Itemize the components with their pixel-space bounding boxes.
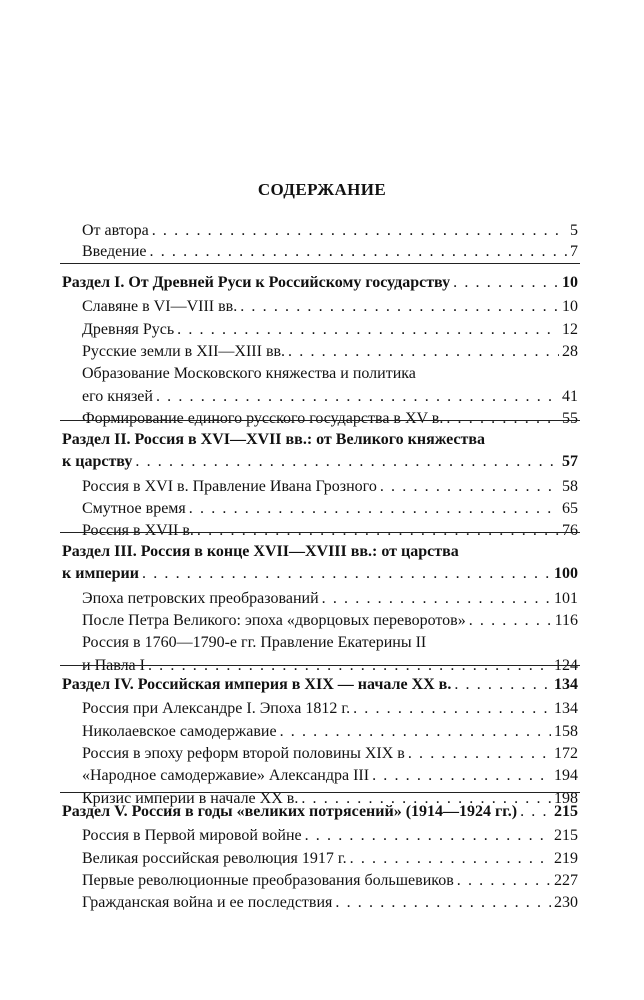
dot-leader: [408, 743, 551, 765]
toc-entry-label: Россия при Александре I. Эпоха 1812 г.: [82, 700, 351, 718]
dot-leader: [322, 588, 551, 610]
toc-entry-label: и Павла I: [82, 656, 145, 674]
page-number: 100: [554, 565, 578, 583]
section-divider: [60, 420, 580, 421]
toc-entry-label: Россия в эпоху реформ второй половины XIX в: [82, 744, 405, 762]
section-2-heading-label: к царству: [62, 453, 133, 471]
toc-entry[interactable]: [82, 476, 578, 498]
dot-leader: [240, 296, 559, 318]
page-number: 57: [562, 453, 578, 471]
page-number: 124: [554, 656, 578, 674]
toc-entry-introduction[interactable]: [82, 241, 578, 263]
toc-entry-label: Россия в 1760—1790-е гг. Правление Екатерины II: [82, 634, 427, 652]
toc-entry[interactable]: [82, 848, 578, 870]
page-number: 215: [554, 803, 578, 820]
toc-entry[interactable]: [82, 319, 578, 341]
toc-entry[interactable]: [82, 632, 578, 654]
toc-entry-from-author-label: От автора: [82, 222, 149, 239]
page-number: 219: [554, 849, 578, 867]
page-number: 134: [554, 676, 578, 693]
toc-entry[interactable]: [82, 408, 578, 430]
page-title: СОДЕРЖАНИЕ: [257, 180, 387, 199]
dot-leader: [152, 220, 567, 242]
page-number: 194: [554, 767, 578, 785]
dot-leader: [372, 765, 551, 787]
toc-entry-label: После Петра Великого: эпоха «дворцовых переворотов»: [82, 611, 466, 629]
toc-entry[interactable]: [82, 825, 578, 847]
toc-entry[interactable]: [82, 588, 578, 610]
page-number: 172: [554, 744, 578, 762]
toc-entry-label: Русские земли в XII—XIII вв.: [82, 342, 286, 360]
toc-entry[interactable]: [82, 765, 578, 787]
toc-entry[interactable]: [82, 610, 578, 632]
section-5-heading-label: Раздел V. Россия в годы «великих потрясений» (1914—1924 гг.): [62, 803, 518, 820]
toc-entry-label: Николаевское самодержавие: [82, 722, 277, 740]
toc-entry-label: его князей: [82, 387, 153, 405]
toc-entry-label: Гражданская война и ее последствия: [82, 894, 333, 912]
toc-entry-label: «Народное самодержавие» Александра III: [82, 767, 370, 785]
dot-leader: [280, 721, 551, 743]
page-number: 158: [554, 722, 578, 740]
dot-leader: [350, 848, 551, 870]
section-divider: [60, 263, 580, 264]
page-number: 55: [562, 409, 578, 427]
section-4-heading[interactable]: [62, 674, 578, 696]
section-2-heading-label: Раздел II. Россия в XVI—XVII вв.: от Великого княжества: [62, 431, 486, 448]
section-5-heading[interactable]: [62, 801, 578, 823]
toc-entry[interactable]: [82, 698, 578, 720]
toc-entry[interactable]: [82, 892, 578, 914]
section-3-heading-label: к империи: [62, 565, 139, 583]
dot-leader: [520, 801, 551, 823]
toc-entry-label: Образование Московского княжества и политика: [82, 365, 416, 383]
section-divider: [60, 532, 580, 533]
section-divider: [60, 792, 580, 793]
toc-entry-label: Россия в Первой мировой войне: [82, 827, 302, 845]
dot-leader: [469, 610, 552, 632]
page-number: 134: [554, 700, 578, 718]
section-3-heading-label: Раздел III. Россия в конце XVII—XVIII вв.: от царства: [62, 543, 459, 560]
dot-leader: [177, 319, 559, 341]
section-4-heading-label: Раздел IV. Российская империя в XIX — начале XX в.: [62, 676, 452, 693]
dot-leader: [305, 825, 551, 847]
toc-entry[interactable]: [82, 363, 578, 385]
page-number: 227: [554, 871, 578, 889]
section-3-heading[interactable]: [62, 563, 578, 585]
page-number: 76: [562, 522, 578, 540]
page-number: 5: [570, 222, 578, 239]
page-number: 101: [554, 589, 578, 607]
dot-leader: [288, 341, 559, 363]
toc-entry[interactable]: [82, 498, 578, 520]
section-divider: [60, 665, 580, 666]
toc-entry-from-author[interactable]: [82, 220, 578, 242]
section-1-heading[interactable]: [62, 272, 578, 294]
page-number: 58: [562, 477, 578, 495]
dot-leader: [156, 386, 559, 408]
page-number: 28: [562, 342, 578, 360]
toc-entry[interactable]: [82, 721, 578, 743]
toc-entry-label: Великая российская революция 1917 г.: [82, 849, 347, 867]
section-2-heading[interactable]: [62, 429, 578, 451]
dot-leader: [335, 892, 551, 914]
toc-entry[interactable]: [82, 743, 578, 765]
page-number: 198: [554, 789, 578, 807]
dot-leader: [380, 476, 559, 498]
section-2-heading[interactable]: [62, 451, 578, 473]
dot-leader: [142, 563, 551, 585]
toc-entry-label: Эпоха петровских преобразований: [82, 589, 319, 607]
page-number: 12: [562, 320, 578, 338]
dot-leader: [150, 241, 568, 263]
dot-leader: [453, 272, 559, 294]
dot-leader: [457, 870, 551, 892]
page-number: 10: [562, 274, 578, 291]
toc-entry[interactable]: [82, 341, 578, 363]
dot-leader: [189, 498, 559, 520]
toc-entry-label: Россия в XVI в. Правление Ивана Грозного: [82, 477, 377, 495]
page-number: 7: [570, 243, 578, 260]
dot-leader: [454, 674, 551, 696]
toc-entry-label: Смутное время: [82, 499, 186, 517]
section-1-heading-label: Раздел I. От Древней Руси к Российскому государству: [62, 274, 451, 291]
page-number: 215: [554, 827, 578, 845]
toc-entry[interactable]: [82, 870, 578, 892]
toc-entry-label: Кризис империи в начале XX в.: [82, 789, 299, 807]
toc-entry-label: Славяне в VI—VIII вв.: [82, 298, 238, 316]
page-number: 116: [554, 611, 578, 629]
page-number: 230: [554, 894, 578, 912]
dot-leader: [353, 698, 551, 720]
dot-leader: [135, 451, 559, 473]
toc-entry-label: Россия в XVII в.: [82, 522, 194, 540]
toc-entry-label: Формирование единого русского государства в XV в.: [82, 409, 444, 427]
dot-leader: [446, 408, 559, 430]
section-3-heading[interactable]: [62, 541, 578, 563]
page-number: 10: [562, 298, 578, 316]
toc-entry-introduction-label: Введение: [82, 243, 147, 260]
page-number: 65: [562, 499, 578, 517]
toc-entry[interactable]: [82, 296, 578, 318]
toc-entry[interactable]: [82, 386, 578, 408]
toc-entry-label: Древняя Русь: [82, 320, 175, 338]
page-number: 41: [562, 387, 578, 405]
toc-entry-label: Первые революционные преобразования большевиков: [82, 871, 454, 889]
